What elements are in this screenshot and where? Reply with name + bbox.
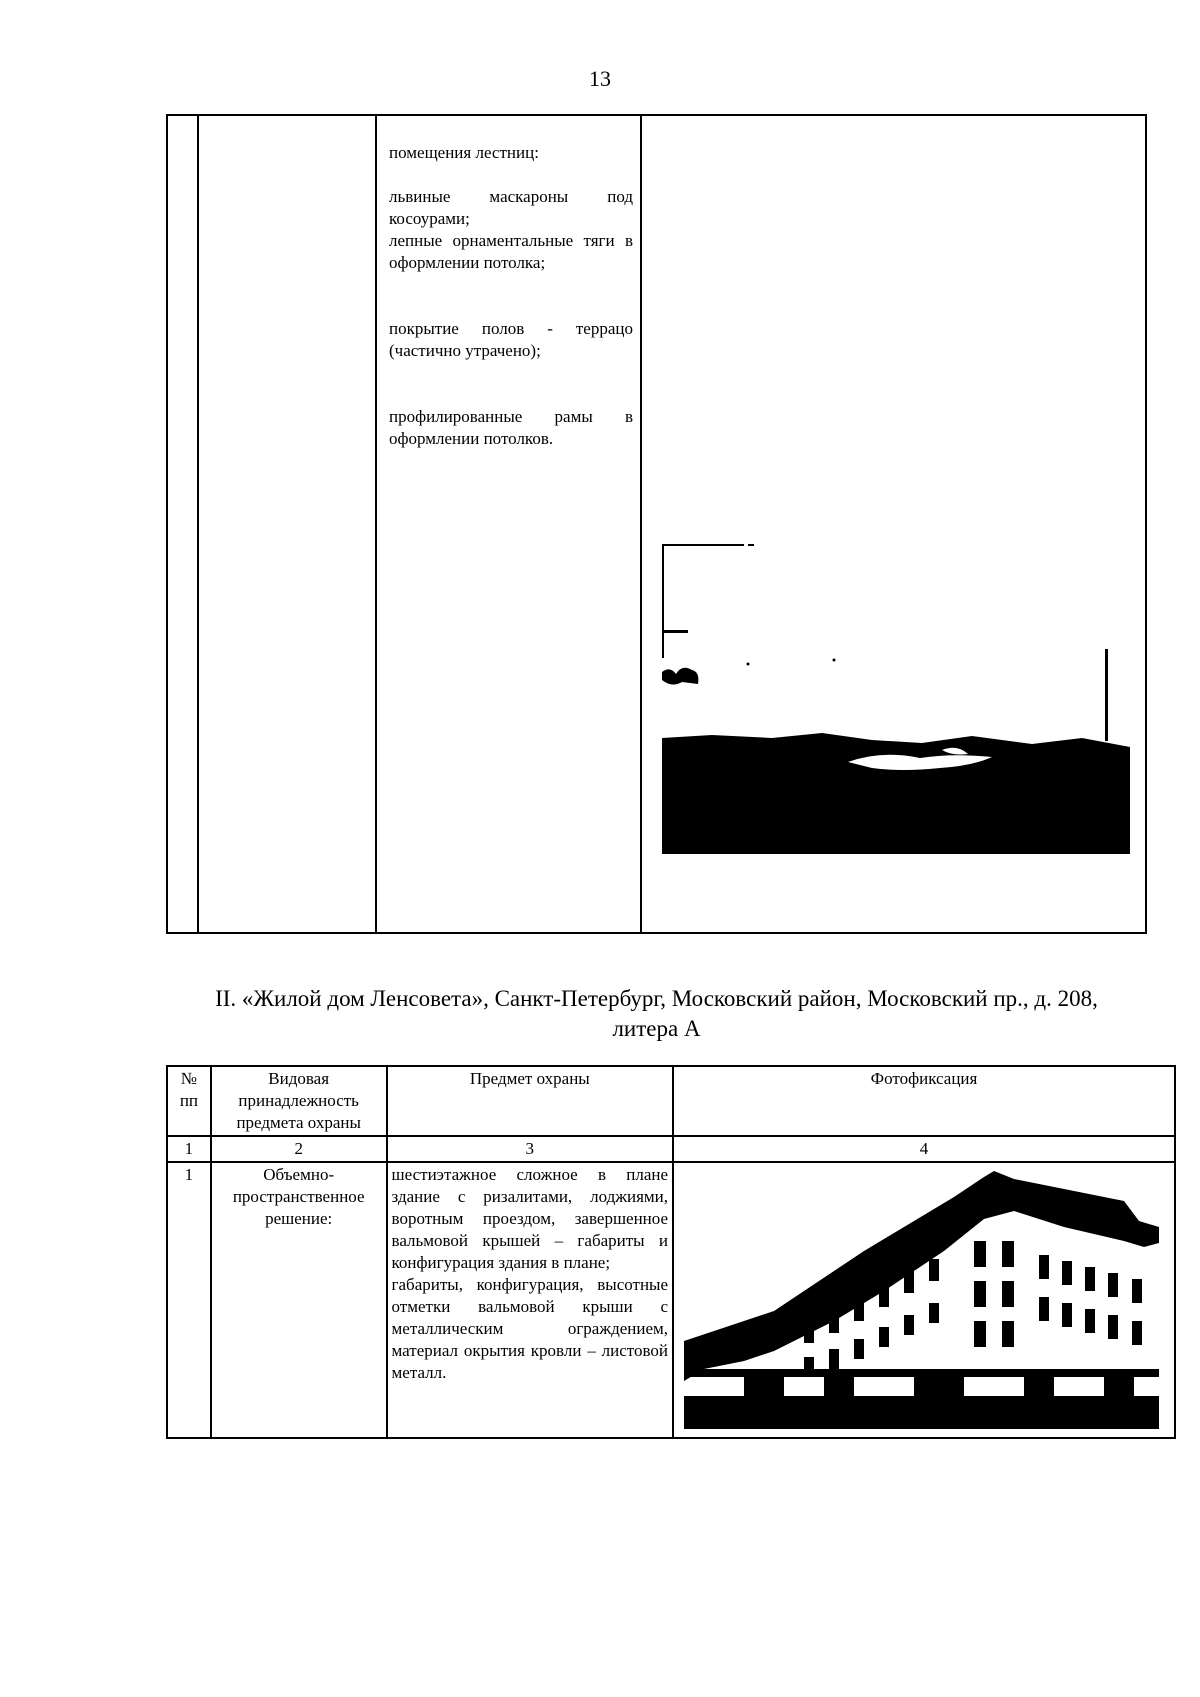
table-divider xyxy=(640,116,642,932)
page-number: 13 xyxy=(589,66,611,91)
list-item: лепные орнаментальные тяги в оформлении потолка; xyxy=(389,231,633,272)
header-subject: Предмет охраны xyxy=(387,1066,674,1136)
protection-table xyxy=(166,1065,1176,1439)
header-type: Видовая принадлежность предмета охраны xyxy=(211,1066,387,1136)
protection-subject-list xyxy=(389,142,633,450)
building-photo xyxy=(684,1171,1159,1429)
table-row xyxy=(167,1162,1175,1438)
table-divider xyxy=(197,116,199,932)
column-number: 1 xyxy=(167,1136,211,1162)
table-divider xyxy=(375,116,377,932)
header-photo: Фотофиксация xyxy=(673,1066,1175,1136)
row-photo-cell xyxy=(673,1162,1175,1438)
column-number: 3 xyxy=(387,1136,674,1162)
row-num: 1 xyxy=(167,1162,211,1438)
stairs-photo xyxy=(652,544,1140,854)
list-item: профилированные рамы в оформлении потолков. xyxy=(389,407,633,448)
section-title-line1: II. «Жилой дом Ленсовета», Санкт-Петербург, Московский район, Московский пр., д. 208, xyxy=(215,986,1098,1011)
row-subject-part: габариты, конфигурация, высотные отметки вальмовой крыши с металлическим ограждением, материал окрытия кровли – листовой металл. xyxy=(391,1275,669,1382)
list-item: помещения лестниц: xyxy=(389,143,539,162)
table-header-row xyxy=(167,1066,1175,1136)
column-number: 4 xyxy=(673,1136,1175,1162)
section-title xyxy=(166,984,1147,1044)
column-number: 2 xyxy=(211,1136,387,1162)
column-number-row xyxy=(167,1136,1175,1162)
row-type: Объемно-пространственное решение: xyxy=(211,1162,387,1438)
header-num: № пп xyxy=(167,1066,211,1136)
continuation-table xyxy=(166,114,1147,934)
list-item: покрытие полов - террацо (частично утрачено); xyxy=(389,319,633,360)
list-item: львиные маскароны под косоурами; xyxy=(389,187,633,228)
row-subject xyxy=(387,1162,674,1438)
row-subject-part: шестиэтажное сложное в плане здание с ризалитами, лоджиями, воротным проездом, завершенное вальмовой крышей – габариты и конфигурация здания в плане; xyxy=(391,1165,669,1272)
section-title-line2: литера А xyxy=(612,1016,701,1041)
